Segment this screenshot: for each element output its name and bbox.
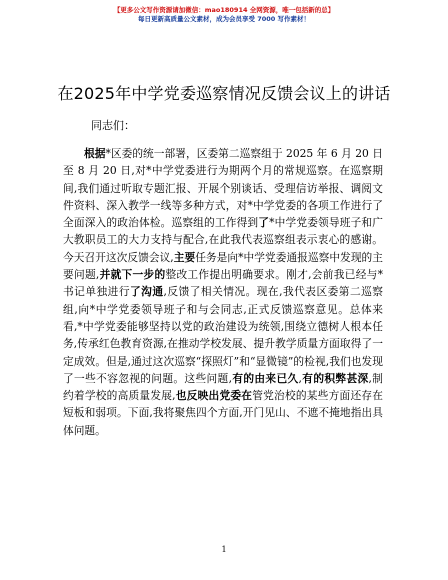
text-run-bold: 有的积弊甚深 — [301, 371, 369, 385]
text-run: 管党治校的某些方面还存在短板和弱项。下面,我将聚焦四个方面,开门见山、不遮不掩地指出具体问题。 — [63, 389, 383, 437]
text-run-bold: 也反映出党委在 — [175, 389, 253, 403]
text-run-bold: 了 — [258, 216, 270, 230]
text-run: 整改工作提出明确要求。刚才,会前我已经与*书记单独进行 — [63, 268, 383, 299]
text-run-bold: 有的由来已久 — [231, 371, 299, 385]
header-banner — [0, 6, 448, 23]
text-run-bold: 主要 — [173, 250, 196, 264]
text-run-bold: 并就下一步的 — [99, 268, 166, 282]
page-number: 1 — [221, 545, 227, 554]
text-run: *区委的统一部署，区委第二巡察组于 2025 年 6 月 20 日至 8 月 20 日, — [63, 147, 383, 178]
text-run: *中学党委领导班子和广大教职员工的大力支持与配合,在此我代表巡察组表示衷心的感谢。今天召开这次反馈会议, — [63, 216, 383, 264]
text-run: ,制约着学校的高质量发展, — [63, 371, 383, 403]
text-run-bold: 根据 — [84, 147, 106, 160]
salutation: 同志们： — [91, 119, 135, 132]
text-run-bold: 了沟通 — [130, 285, 164, 299]
banner-line-promo: 每日更新高质量公文素材，成为会员享受 7000 写作素材！ — [137, 14, 311, 23]
body-paragraph — [63, 145, 383, 439]
banner-line-contact: 【更多公文写作资源请加微信：mao180914 全网资源，唯一包括新的总】 — [113, 6, 335, 14]
document-title: 在2025年中学党委巡察情况反馈会议上的讲话 — [57, 84, 391, 103]
text-run: 对*中学党委进行为期两个月的常规巡察。在巡察期间,我们通过听取专题汇报、开展个别谈话、受理信访举报、调阅文件资料、深入教学一线等多种方式，对*中学党委的各项工作进行了全面深入的政治体检。巡察组的工作得到 — [63, 164, 383, 230]
text-run: ,反馈了相关情况。现在,我代表区委第二巡察组,向*中学党委领导班子和与会同志,正式反馈巡察意见。总体来看,*中学党委能够坚持以党的政治建设为统领,围绕立德树人根本任务,传承红色教育资源,在推动学校发展、提升教学质量方面取得了一定成效。但是,通过这次巡察“探照灯”和“显微镜”的检视,我们也发现了一些不容忽视的问题。这些问题, — [63, 285, 383, 385]
text-run: , — [298, 371, 302, 385]
text-run: 任务是向*中学党委通报巡察中发现的主要问题, — [63, 250, 383, 282]
